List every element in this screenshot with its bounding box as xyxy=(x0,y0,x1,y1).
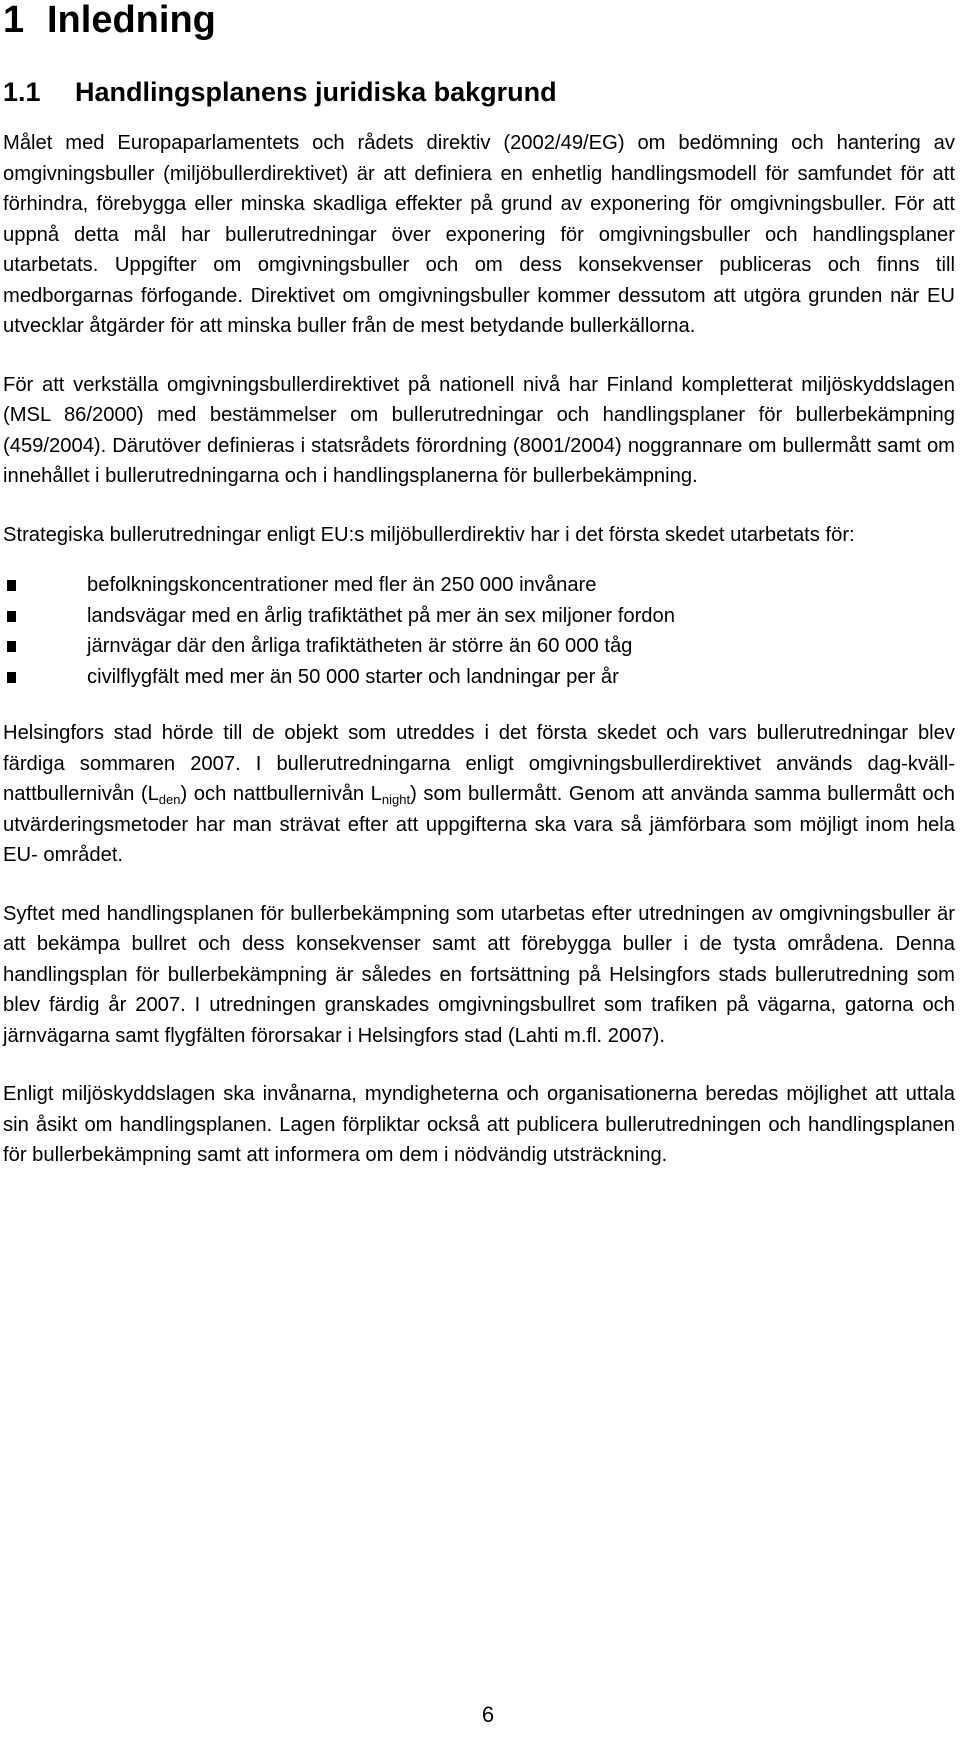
list-item xyxy=(3,570,955,601)
chapter-title: Inledning xyxy=(47,0,216,41)
helsinki-text-part2: ) och nattbullernivån L xyxy=(180,783,382,805)
helsinki-text-part1: Helsingfors stad hörde till de objekt som utreddes i det första skedet och vars bullerutredningar blev färdiga sommaren 2007. I bullerutredningarna enligt omgivningsbullerdirektivet används dag-kväll-nattbullernivån (L xyxy=(3,722,955,805)
paragraph-action-plan-purpose: Syftet med handlingsplanen för bullerbekämpning som utarbetas efter utredningen av omgivningsbuller är att bekämpa bullret och dess konsekvenser samt att förebygga buller i de tysta områdena. Denna handlingsplan för bullerbekämpning är således en fortsättning på Helsingfors stads bullerutredning som blev färdig år 2007. I utredningen granskades omgivningsbullret som trafiken på vägarna, gatorna och järnvägarna samt flygfälten förorsakar i Helsingfors stad (Lahti m.fl. 2007). xyxy=(3,902,955,1047)
list-item xyxy=(3,631,955,662)
paragraph-helsinki-surveys xyxy=(3,718,955,871)
square-bullet-icon xyxy=(7,611,16,622)
paragraph-finland-implementation: För att verkställa omgivningsbullerdirektivet på nationell nivå har Finland kompletterat miljöskyddslagen (MSL 86/2000) med bestämmelser om bullerutredningar och handlingsplaner för bullerbekämpning (459/2004). Därutöver definieras i statsrådets förordning (8001/2004) noggrannare om bullermått samt om innehållet i bullerutredningarna och i handlingsplanerna för bullerbekämpning. xyxy=(3,373,955,487)
chapter-number: 1 xyxy=(3,0,25,41)
chapter-heading xyxy=(3,0,955,40)
list-item-text: järnvägar där den årliga trafiktätheten är större än 60 000 tåg xyxy=(87,635,633,657)
list-item-text: landsvägar med en årlig trafiktäthet på mer än sex miljoner fordon xyxy=(87,604,675,627)
square-bullet-icon xyxy=(7,580,16,591)
section-heading xyxy=(3,76,955,108)
page-number: 6 xyxy=(481,1702,495,1727)
lden-subscript: den xyxy=(158,792,181,807)
page-content xyxy=(3,0,955,1199)
section-title: Handlingsplanens juridiska bakgrund xyxy=(75,77,557,107)
list-item xyxy=(3,662,955,693)
section-number: 1.1 xyxy=(3,77,41,107)
helsinki-text-part3: ) som bullermått. Genom att använda samma bullermått och utvärderingsmetoder har man strävat efter att uppgifterna ska vara så jämförbara som möjligt inom hela EU- området. xyxy=(3,783,955,866)
bullet-list xyxy=(3,570,955,692)
square-bullet-icon xyxy=(7,641,16,652)
lnight-subscript: night xyxy=(381,792,411,807)
paragraph-strategic-surveys: Strategiska bullerutredningar enligt EU:s miljöbullerdirektiv har i det första skedet utarbetats för: xyxy=(3,523,855,546)
paragraph-directive: Målet med Europaparlamentets och rådets direktiv (2002/49/EG) om bedömning och hantering av omgivningsbuller (miljöbullerdirektivet) är att definiera en enhetlig handlingsmodell för samfundet för att förhindra, förebygga eller minska skadliga effekter på grund av exponering för omgivningsbuller. För att uppnå detta mål har bullerutredningar över exponering för omgivningsbuller och handlingsplaner utarbetats. Uppgifter om omgivningsbuller och om dess konsekvenser publiceras och finns till medborgarnas förfogande. Direktivet om omgivningsbuller kommer dessutom att utgöra grunden när EU utvecklar åtgärder för att minska buller från de mest betydande bullerkällorna. xyxy=(3,132,955,337)
list-item-text: civilflygfält med mer än 50 000 starter och landningar per år xyxy=(87,665,619,688)
list-item xyxy=(3,601,955,632)
paragraph-public-participation: Enligt miljöskyddslagen ska invånarna, myndigheterna och organisationerna beredas möjlighet att uttala sin åsikt om handlingsplanen. Lagen förpliktar också att publicera bullerutredningen och handlingsplanen för bullerbekämpning samt att informera om dem i nödvändig utsträckning. xyxy=(3,1083,955,1166)
square-bullet-icon xyxy=(7,672,16,683)
list-item-text: befolkningskoncentrationer med fler än 250 000 invånare xyxy=(87,574,597,596)
